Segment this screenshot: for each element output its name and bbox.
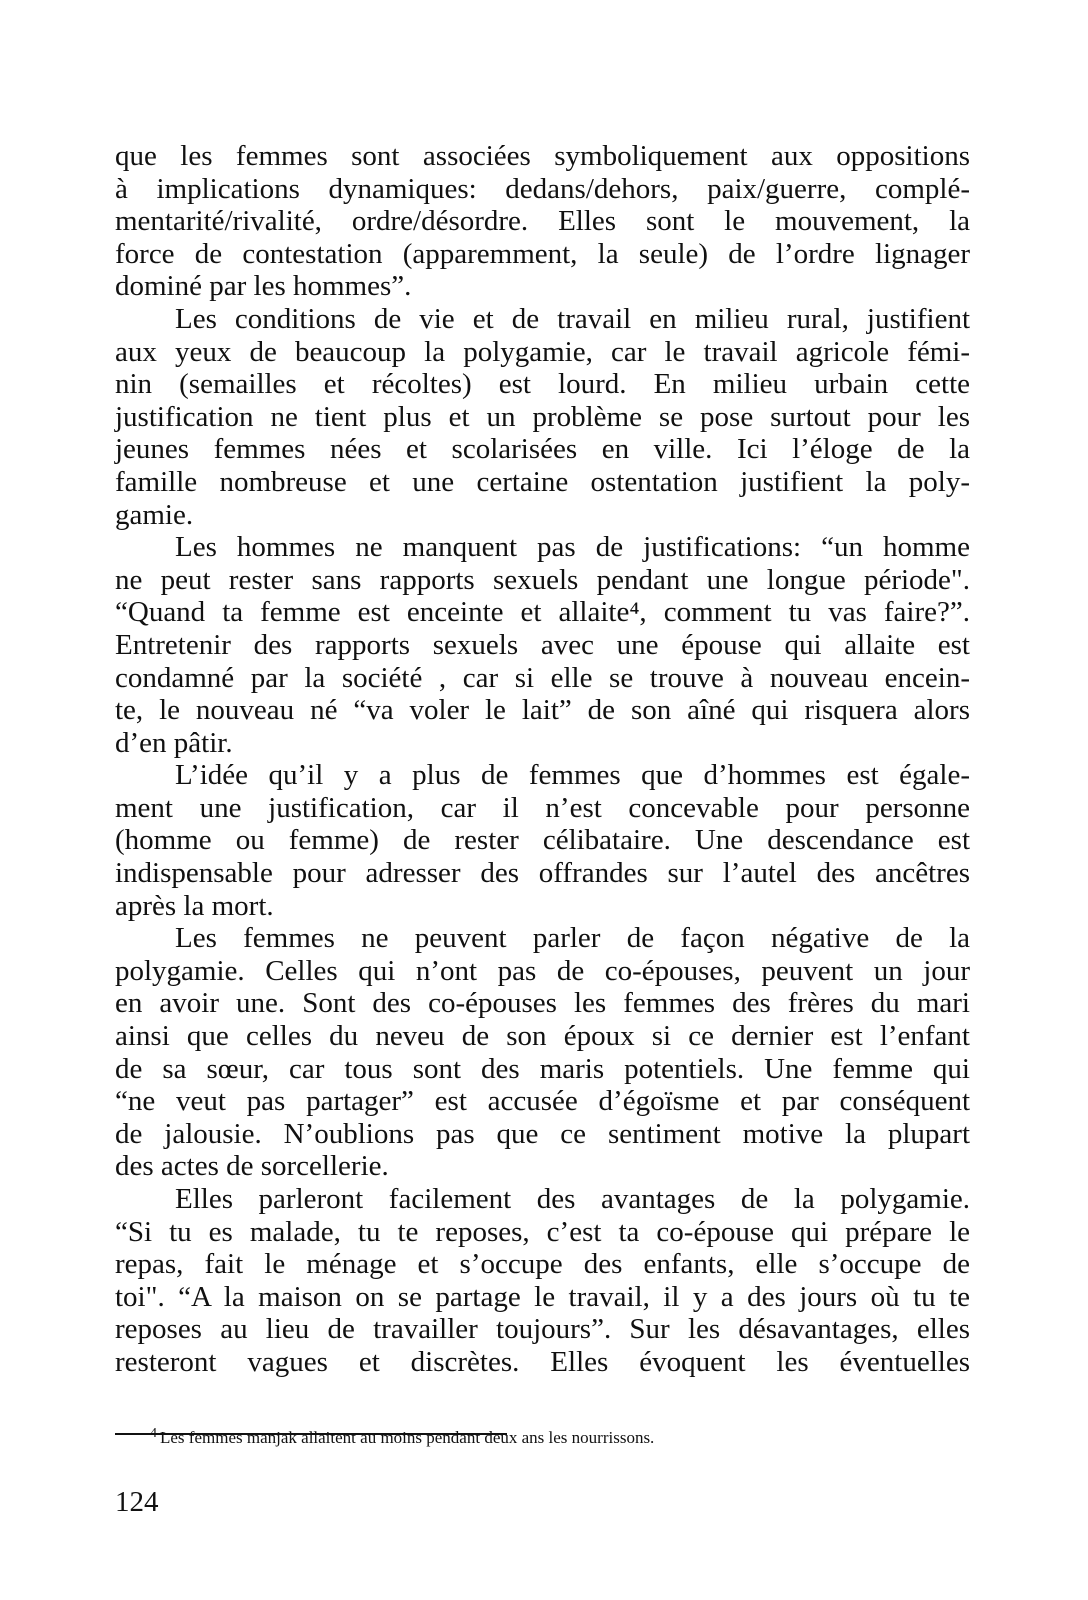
paragraph xyxy=(115,303,970,531)
text-line: Les femmes ne peuvent parler de façon négative de la xyxy=(175,922,970,955)
text-line: de sa sœur, car tous sont des maris potentiels. Une femme qui xyxy=(115,1052,970,1085)
text-line: de jalousie. N’oublions pas que ce sentiment motive la plupart xyxy=(115,1117,970,1150)
text-line: ment une justification, car il n’est concevable pour personne xyxy=(115,791,970,824)
text-line: te, le nouveau né “va voler le lait” de son aîné qui risquera alors xyxy=(115,694,970,727)
text-line: “Quand ta femme est enceinte et allaite⁴, comment tu vas faire?”. xyxy=(115,596,970,629)
text-line: nin (semailles et récoltes) est lourd. En milieu urbain cette xyxy=(115,368,970,401)
footnote-text: Les femmes manjak allaitent au moins pendant deux ans les nourrissons. xyxy=(160,1428,655,1447)
text-line: indispensable pour adresser des offrandes sur l’autel des ancêtres xyxy=(115,857,970,890)
text-line: jeunes femmes nées et scolarisées en ville. Ici l’éloge de la xyxy=(115,433,970,466)
footnote xyxy=(150,1426,654,1448)
text-line: polygamie. Celles qui n’ont pas de co-épouses, peuvent un jour xyxy=(115,954,970,987)
paragraph xyxy=(115,759,970,922)
text-line: après la mort. xyxy=(115,889,274,922)
paragraph xyxy=(115,1183,970,1379)
text-line: Les hommes ne manquent pas de justifications: “un homme xyxy=(175,531,970,564)
text-line: des actes de sorcellerie. xyxy=(115,1150,389,1183)
text-line: ne peut rester sans rapports sexuels pendant une longue période". xyxy=(115,563,970,596)
body-text xyxy=(115,140,970,1379)
text-line: aux yeux de beaucoup la polygamie, car le travail agricole fémi- xyxy=(115,335,970,368)
text-line: Les conditions de vie et de travail en milieu rural, justifient xyxy=(175,302,970,335)
text-line: force de contestation (apparemment, la seule) de l’ordre lignager xyxy=(115,237,970,270)
text-line: ainsi que celles du neveu de son époux si ce dernier est l’enfant xyxy=(115,1020,970,1053)
text-line: Entretenir des rapports sexuels avec une épouse qui allaite est xyxy=(115,628,970,661)
text-line: Elles parleront facilement des avantages de la polygamie. xyxy=(175,1183,970,1215)
paragraph xyxy=(115,140,970,303)
text-line: à implications dynamiques: dedans/dehors, paix/guerre, complé- xyxy=(115,172,970,205)
text-line: dominé par les hommes”. xyxy=(115,270,412,303)
text-line: resteront vagues et discrètes. Elles évoquent les éventuelles xyxy=(115,1345,970,1378)
footnote-marker: 4 xyxy=(150,1426,157,1441)
text-line: “Si tu es malade, tu te reposes, c’est ta co-épouse qui prépare le xyxy=(115,1215,970,1248)
text-line: en avoir une. Sont des co-épouses les femmes des frères du mari xyxy=(115,987,970,1020)
text-line: (homme ou femme) de rester célibataire. Une descendance est xyxy=(115,824,970,857)
text-line: toi". “A la maison on se partage le travail, il y a des jours où tu te xyxy=(115,1280,970,1313)
text-line: L’idée qu’il y a plus de femmes que d’hommes est égale- xyxy=(175,759,970,792)
paragraph xyxy=(115,531,970,759)
page-number: 124 xyxy=(115,1486,159,1518)
text-line: que les femmes sont associées symboliquement aux oppositions xyxy=(115,140,970,172)
paragraph xyxy=(115,922,970,1183)
text-line: mentarité/rivalité, ordre/désordre. Elles sont le mouvement, la xyxy=(115,205,970,238)
text-line: condamné par la société , car si elle se trouve à nouveau encein- xyxy=(115,661,970,694)
text-line: gamie. xyxy=(115,498,194,531)
text-line: repas, fait le ménage et s’occupe des enfants, elle s’occupe de xyxy=(115,1248,970,1281)
text-line: famille nombreuse et une certaine ostentation justifient la poly- xyxy=(115,465,970,498)
text-line: reposes au lieu de travailler toujours”. Sur les désavantages, elles xyxy=(115,1313,970,1346)
text-line: d’en pâtir. xyxy=(115,726,233,759)
text-line: justification ne tient plus et un problème se pose surtout pour les xyxy=(115,400,970,433)
text-line: “ne veut pas partager” est accusée d’égoïsme et par conséquent xyxy=(115,1085,970,1118)
